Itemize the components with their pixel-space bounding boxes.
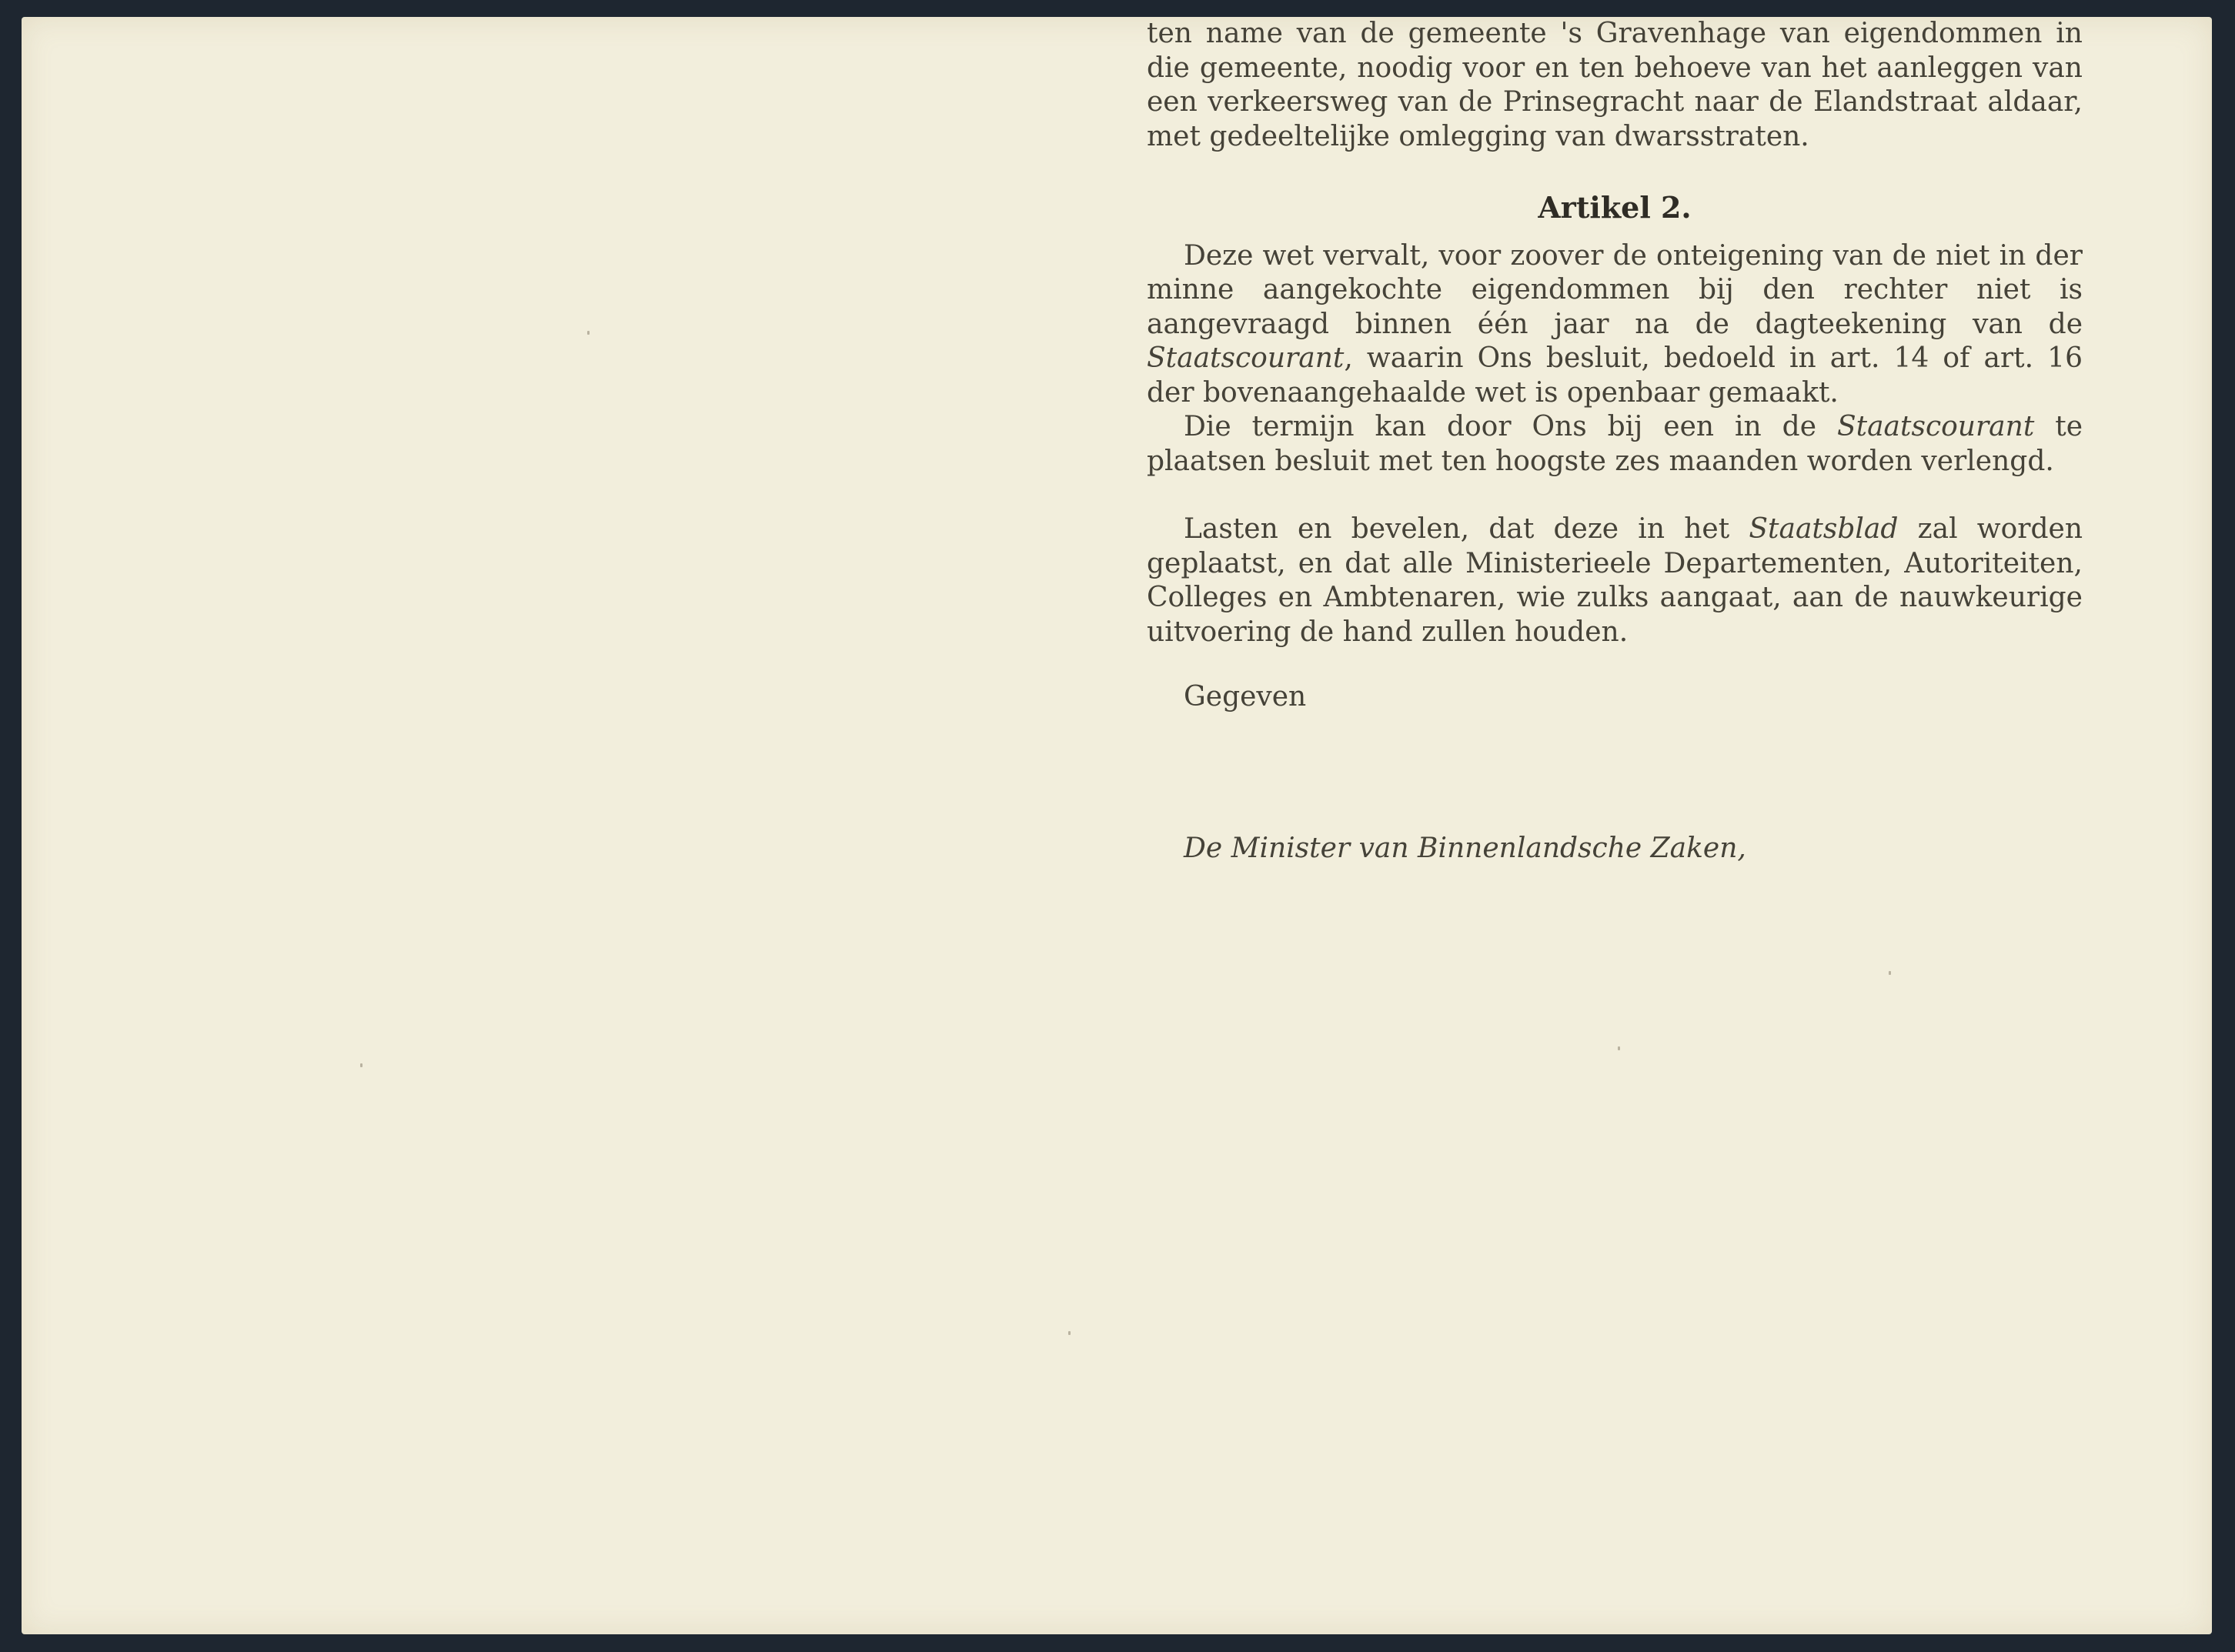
- article-2-heading: Artikel 2.: [1538, 190, 1692, 225]
- staatsblad-italic: Staatsblad: [1749, 513, 1899, 545]
- article-2-paragraph-1: Deze wet vervalt, voor zoover de onteigening van de niet in der minne aangekochte eigendommen bij den rechter niet is aangevraagd binnen één jaar na de dagteekening van de Staatscourant, waarin Ons besluit, bedoeld in art. 14 of art. 16 der bovenaangehaalde wet is openbaar gemaakt.: [1147, 239, 2083, 409]
- article-2-paragraph-2: Die termijn kan door Ons bij een in de Staatscourant te plaatsen besluit met ten hoogste zes maanden worden verlengd.: [1147, 411, 2083, 477]
- article-1-continuation: ten name van de gemeente 's Gravenhage van eigendommen in die gemeente, noodig voor en ten behoeve van het aanleggen van een verkeersweg van de Prinsegracht naar de Elandstraat aldaar, met gedeeltelijke omlegging van dwarsstraten.: [1147, 18, 2083, 152]
- staatscourant-italic: Staatscourant: [1147, 342, 1345, 374]
- closing-formula: Lasten en bevelen, dat deze in het Staatsblad zal worden geplaatst, en dat alle Ministerieele Departementen, Autoriteiten, Colleges en Ambtenaren, wie zulks aangaat, aan de nauwkeurige uitvoering de hand zullen houden.: [1147, 513, 2083, 648]
- paper-speck: [360, 1063, 362, 1067]
- document-page: [22, 17, 2212, 1634]
- paper-speck: [1618, 1046, 1620, 1050]
- minister-signature-line: De Minister van Binnenlandsche Zaken,: [1184, 832, 1746, 864]
- paper-speck: [1068, 1331, 1071, 1335]
- paper-speck: [587, 331, 590, 335]
- text-column: [1147, 17, 2083, 866]
- given-line: Gegeven: [1184, 681, 1307, 713]
- staatscourant-italic: Staatscourant: [1836, 411, 2035, 442]
- paper-speck: [1889, 971, 1891, 975]
